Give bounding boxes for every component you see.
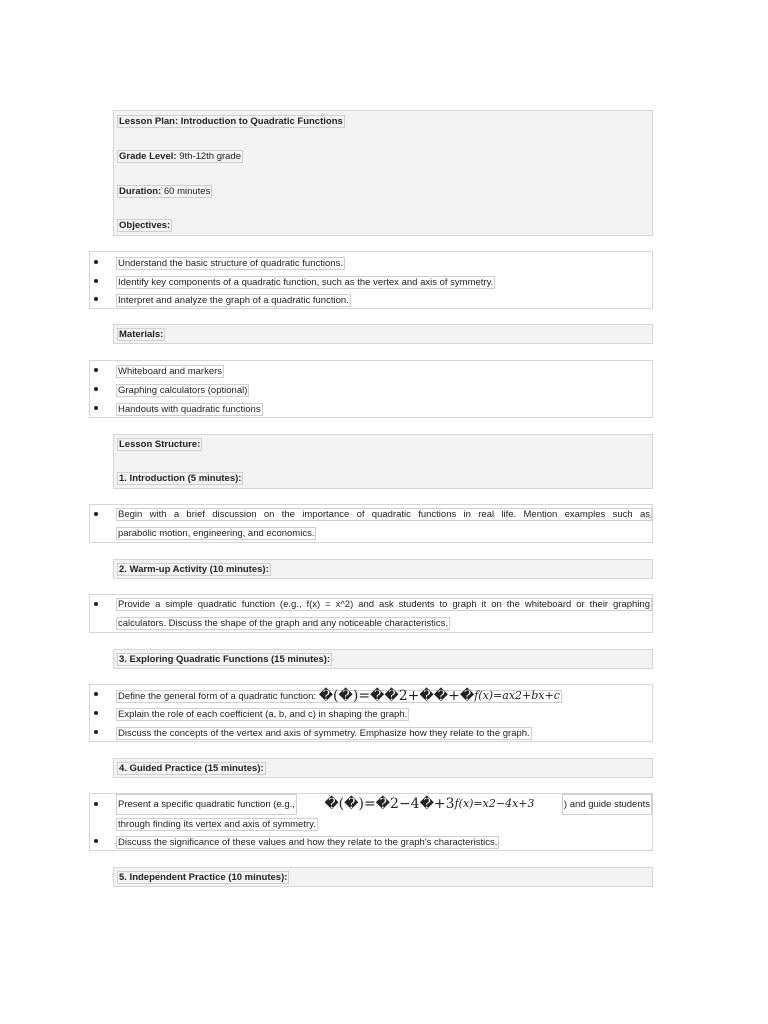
- formula: f(x)=x2−4x+3: [454, 797, 535, 810]
- guided-list: [89, 793, 653, 851]
- duration-value: 60 minutes: [163, 186, 211, 197]
- structure-heading: Lesson Structure:: [119, 439, 201, 450]
- bullet-icon: [94, 512, 98, 516]
- objectives-list: [89, 251, 653, 309]
- intro-text: Begin with a brief discussion on the importance of quadratic functions in real life. Mention examples such as parabolic motion, engineering, and economics.: [118, 509, 650, 539]
- bullet-icon: [94, 839, 98, 843]
- bullet-icon: [94, 297, 98, 301]
- duration-label: Duration:: [119, 186, 162, 197]
- formula-garbled: �(�)=��2+��+�: [318, 688, 475, 704]
- grade-line: [117, 150, 243, 163]
- materials-heading: Materials:: [119, 329, 164, 340]
- grade-label: Grade Level:: [119, 151, 177, 162]
- bullet-icon: [94, 692, 98, 696]
- bullet-icon: [94, 711, 98, 715]
- formula: f(x)=ax2+bx+c: [474, 689, 560, 702]
- list-item: Handouts with quadratic functions: [90, 403, 652, 422]
- bullet-icon: [94, 802, 98, 806]
- list-item: Graphing calculators (optional): [90, 384, 652, 403]
- bullet-icon: [94, 387, 98, 391]
- bullet-icon: [94, 260, 98, 264]
- bullet-icon: [94, 730, 98, 734]
- bullet-icon: [94, 279, 98, 283]
- explore-heading-block: [113, 649, 653, 669]
- header-block: [113, 110, 653, 236]
- intro-list: [89, 504, 653, 543]
- explore-heading: 3. Exploring Quadratic Functions (15 minutes):: [119, 654, 331, 665]
- warmup-heading: 2. Warm-up Activity (10 minutes):: [119, 564, 269, 575]
- independent-heading: 5. Independent Practice (10 minutes):: [119, 872, 288, 883]
- materials-heading-block: [113, 324, 653, 344]
- grade-value: 9th-12th grade: [179, 151, 241, 162]
- formula-garbled: �(�)=�2−4�+3: [324, 796, 455, 812]
- bullet-icon: [94, 406, 98, 410]
- duration-line: [117, 185, 212, 198]
- warmup-text: Provide a simple quadratic function (e.g., f(x) = x^2) and ask students to graph it on the whiteboard or their graphing calculators. Discuss the shape of the graph and any noticeable characteristics.: [118, 599, 650, 629]
- list-item: Identify key components of a quadratic function, such as the vertex and axis of symmetry.: [90, 276, 652, 295]
- structure-heading-block: [113, 434, 653, 489]
- independent-heading-block: [113, 867, 653, 887]
- bullet-icon: [94, 602, 98, 606]
- explore-list: [89, 684, 653, 742]
- guided-heading: 4. Guided Practice (15 minutes):: [119, 763, 264, 774]
- objectives-heading: Objectives:: [119, 220, 171, 231]
- warmup-heading-block: [113, 559, 653, 579]
- intro-heading: 1. Introduction (5 minutes):: [119, 473, 242, 484]
- list-item: Define the general form of a quadratic function: �(�)=��2+��+�f(x)=ax2+bx+c: [90, 689, 652, 708]
- guided-text: Present a specific quadratic function (e.g., �(�)=�2−4�+3f(x)=x2−4x+3 ) and guide students through finding its vertex and axis of symmetry.: [118, 796, 650, 830]
- warmup-list: [89, 594, 653, 633]
- list-item: Understand the basic structure of quadratic functions.: [90, 257, 652, 276]
- bullet-icon: [94, 368, 98, 372]
- list-item: Explain the role of each coefficient (a, b, and c) in shaping the graph.: [90, 708, 652, 727]
- list-item: Discuss the significance of these values and how they relate to the graph's characteristics.: [90, 836, 652, 855]
- list-item: Whiteboard and markers: [90, 365, 652, 384]
- guided-heading-block: [113, 758, 653, 778]
- title-label: Lesson Plan:: [119, 116, 179, 127]
- materials-list: [89, 360, 653, 418]
- title-line: [117, 115, 345, 128]
- title-value: Introduction to Quadratic Functions: [180, 116, 343, 127]
- list-item: Interpret and analyze the graph of a quadratic function.: [90, 294, 652, 313]
- list-item: Discuss the concepts of the vertex and axis of symmetry. Emphasize how they relate to the graph.: [90, 727, 652, 746]
